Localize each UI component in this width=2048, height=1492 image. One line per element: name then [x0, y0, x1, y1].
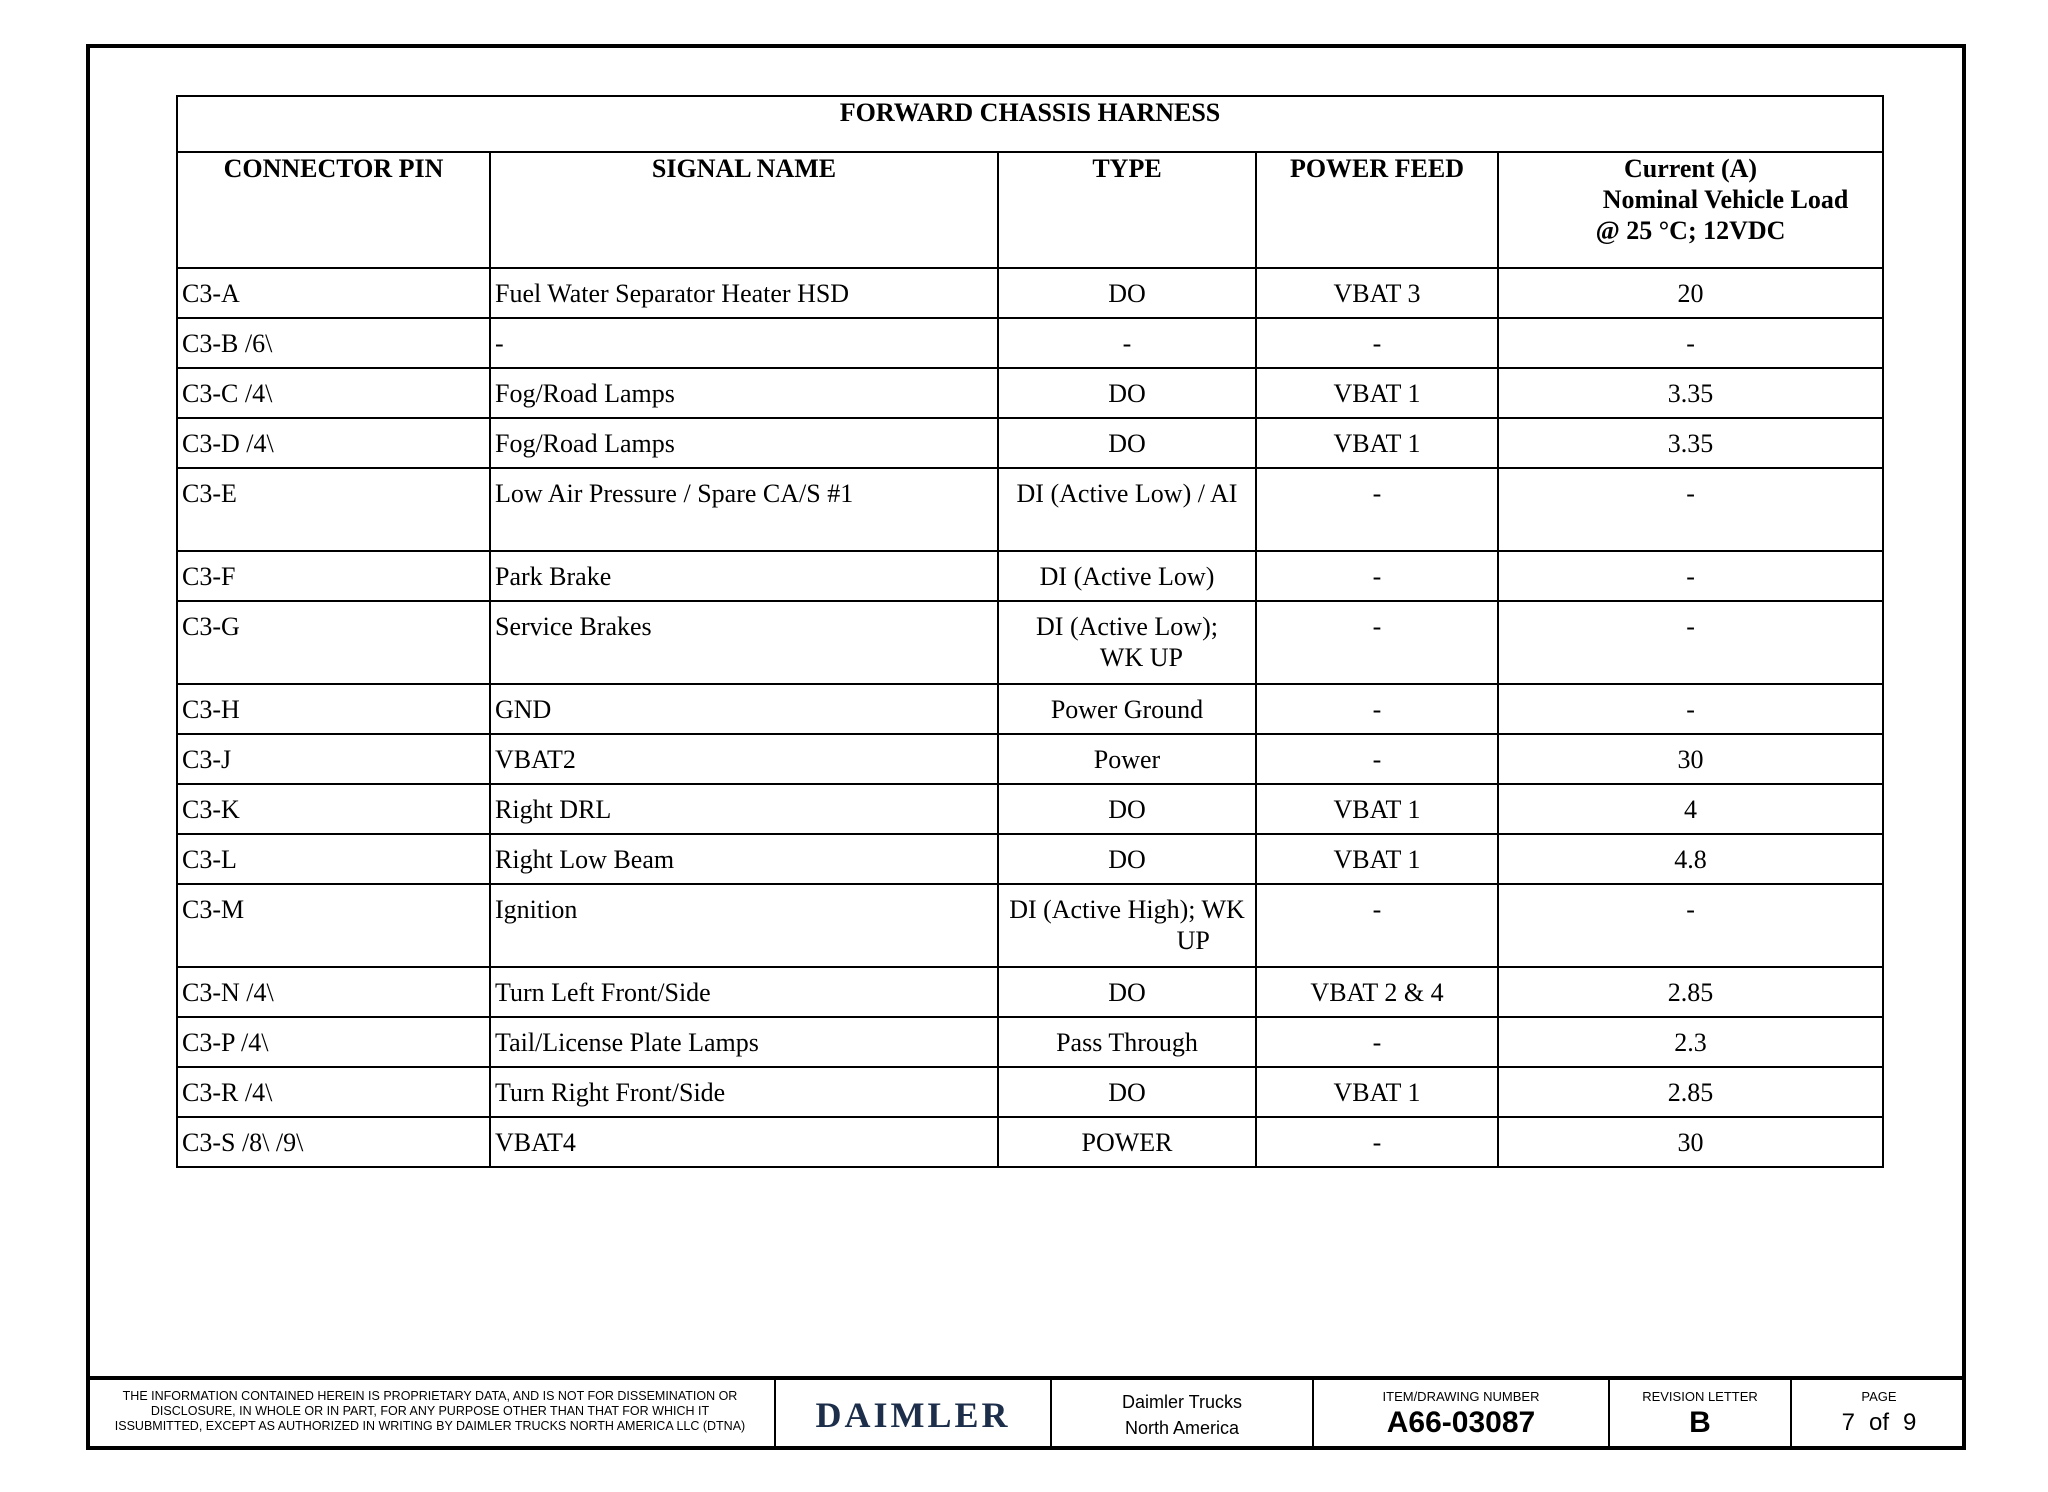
cell-power-feed: VBAT 3: [1256, 268, 1498, 318]
cell-signal-name: VBAT4: [490, 1117, 998, 1167]
cell-current: 4.8: [1498, 834, 1883, 884]
cell-type: [998, 884, 1256, 967]
cell-current: -: [1498, 684, 1883, 734]
table-row: [177, 551, 1883, 601]
cell-signal-name: VBAT2: [490, 734, 998, 784]
table-row: [177, 268, 1883, 318]
cell-power-feed: VBAT 1: [1256, 834, 1498, 884]
cell-signal-name: Right Low Beam: [490, 834, 998, 884]
cell-type: [998, 601, 1256, 684]
cell-power-feed: -: [1256, 1017, 1498, 1067]
cell-signal-name: Service Brakes: [490, 601, 998, 684]
cell-power-feed: -: [1256, 318, 1498, 368]
cell-type: DO: [998, 967, 1256, 1017]
cell-type: Power: [998, 734, 1256, 784]
cell-connector-pin: C3-S /8\ /9\: [177, 1117, 490, 1167]
drawing-number: A66-03087: [1386, 1406, 1536, 1439]
cell-current: 3.35: [1498, 418, 1883, 468]
cell-signal-name: Fog/Road Lamps: [490, 368, 998, 418]
cell-type: Pass Through: [998, 1017, 1256, 1067]
cell-type: DO: [998, 784, 1256, 834]
cell-type: DI (Active Low): [998, 551, 1256, 601]
cell-current: -: [1498, 884, 1883, 967]
title-block: [86, 1376, 1966, 1450]
table-row: [177, 734, 1883, 784]
cell-current: 4: [1498, 784, 1883, 834]
cell-connector-pin: C3-K: [177, 784, 490, 834]
daimler-logo: [776, 1380, 1052, 1450]
cell-current: 2.85: [1498, 967, 1883, 1017]
header-connector-pin: CONNECTOR PIN: [177, 152, 490, 268]
cell-power-feed: VBAT 1: [1256, 784, 1498, 834]
harness-table: [176, 95, 1884, 1168]
cell-type: DO: [998, 1067, 1256, 1117]
cell-current: -: [1498, 318, 1883, 368]
revision-cell: [1610, 1380, 1792, 1450]
cell-type: DO: [998, 418, 1256, 468]
table-row: [177, 1117, 1883, 1167]
cell-connector-pin: C3-B /6\: [177, 318, 490, 368]
cell-current: 2.3: [1498, 1017, 1883, 1067]
table-row: [177, 418, 1883, 468]
cell-connector-pin: C3-L: [177, 834, 490, 884]
table-row: [177, 318, 1883, 368]
table-row: [177, 884, 1883, 967]
notice-line: DISCLOSURE, IN WHOLE OR IN PART, FOR ANY PURPOSE OTHER THAN THAT FOR WHICH IT: [150, 1404, 710, 1418]
revision-label: REVISION LETTER: [1642, 1389, 1758, 1404]
cell-connector-pin: C3-D /4\: [177, 418, 490, 468]
table-row: [177, 967, 1883, 1017]
cell-power-feed: -: [1256, 601, 1498, 684]
cell-type-line: WK UP: [1099, 643, 1183, 672]
table-row: [177, 784, 1883, 834]
header-current-line3: @ 25 °C; 12VDC: [1595, 216, 1786, 245]
cell-connector-pin: C3-H: [177, 684, 490, 734]
header-current-line1: Current (A): [1623, 154, 1758, 183]
cell-signal-name: GND: [490, 684, 998, 734]
page-total: 9: [1903, 1409, 1917, 1436]
company-line: North America: [1124, 1418, 1240, 1438]
cell-connector-pin: C3-P /4\: [177, 1017, 490, 1067]
cell-current: -: [1498, 551, 1883, 601]
cell-current: 30: [1498, 734, 1883, 784]
cell-power-feed: VBAT 1: [1256, 418, 1498, 468]
cell-signal-name: Turn Right Front/Side: [490, 1067, 998, 1117]
table-row: [177, 468, 1883, 551]
header-type: TYPE: [998, 152, 1256, 268]
header-signal-name: SIGNAL NAME: [490, 152, 998, 268]
page-of: of: [1868, 1409, 1889, 1436]
cell-connector-pin: C3-F: [177, 551, 490, 601]
cell-current: 30: [1498, 1117, 1883, 1167]
cell-connector-pin: C3-C /4\: [177, 368, 490, 418]
cell-type: DI (Active Low) / AI: [998, 468, 1256, 551]
cell-connector-pin: C3-R /4\: [177, 1067, 490, 1117]
cell-power-feed: -: [1256, 551, 1498, 601]
cell-signal-name: Right DRL: [490, 784, 998, 834]
cell-signal-name: Tail/License Plate Lamps: [490, 1017, 998, 1067]
cell-power-feed: -: [1256, 684, 1498, 734]
header-current-line2: Nominal Vehicle Load: [1602, 185, 1849, 214]
cell-signal-name: Park Brake: [490, 551, 998, 601]
page-current: 7: [1841, 1409, 1855, 1436]
table-row: [177, 368, 1883, 418]
cell-current: 3.35: [1498, 368, 1883, 418]
cell-power-feed: VBAT 1: [1256, 368, 1498, 418]
proprietary-notice: [86, 1380, 776, 1450]
cell-type: DO: [998, 268, 1256, 318]
cell-connector-pin: C3-E: [177, 468, 490, 551]
notice-line: ISSUBMITTED, EXCEPT AS AUTHORIZED IN WRITING BY DAIMLER TRUCKS NORTH AMERICA LLC (DTNA): [114, 1419, 746, 1433]
table-row: [177, 1067, 1883, 1117]
cell-current: 2.85: [1498, 1067, 1883, 1117]
cell-type: DO: [998, 834, 1256, 884]
cell-power-feed: -: [1256, 884, 1498, 967]
cell-power-feed: VBAT 1: [1256, 1067, 1498, 1117]
cell-signal-name: Fuel Water Separator Heater HSD: [490, 268, 998, 318]
cell-type: POWER: [998, 1117, 1256, 1167]
company-name: [1052, 1380, 1314, 1450]
table-row: [177, 834, 1883, 884]
cell-power-feed: -: [1256, 734, 1498, 784]
cell-connector-pin: C3-M: [177, 884, 490, 967]
cell-signal-name: -: [490, 318, 998, 368]
company-line: Daimler Trucks: [1121, 1392, 1242, 1412]
table-row: [177, 601, 1883, 684]
cell-type-line: DI (Active Low);: [1036, 612, 1218, 641]
logo-text: DAIMLER: [815, 1395, 1011, 1435]
header-current: [1498, 152, 1883, 268]
notice-line: THE INFORMATION CONTAINED HEREIN IS PROPRIETARY DATA, AND IS NOT FOR DISSEMINATION OR: [122, 1389, 738, 1403]
page-label: PAGE: [1861, 1389, 1897, 1404]
drawing-number-cell: [1314, 1380, 1610, 1450]
cell-type-line: DI (Active High); WK: [1009, 895, 1245, 924]
table-row: [177, 1017, 1883, 1067]
table-title: FORWARD CHASSIS HARNESS: [177, 96, 1883, 152]
table-row: [177, 684, 1883, 734]
revision-letter: B: [1689, 1406, 1711, 1439]
cell-connector-pin: C3-N /4\: [177, 967, 490, 1017]
cell-power-feed: -: [1256, 468, 1498, 551]
cell-current: -: [1498, 468, 1883, 551]
cell-signal-name: Fog/Road Lamps: [490, 418, 998, 468]
cell-type: -: [998, 318, 1256, 368]
cell-signal-name: Low Air Pressure / Spare CA/S #1: [490, 468, 998, 551]
cell-current: -: [1498, 601, 1883, 684]
cell-power-feed: -: [1256, 1117, 1498, 1167]
cell-signal-name: Turn Left Front/Side: [490, 967, 998, 1017]
page-number: [1792, 1404, 1966, 1442]
cell-type: DO: [998, 368, 1256, 418]
page-cell: [1792, 1380, 1966, 1450]
cell-connector-pin: C3-J: [177, 734, 490, 784]
drawing-number-label: ITEM/DRAWING NUMBER: [1382, 1389, 1540, 1404]
cell-type: Power Ground: [998, 684, 1256, 734]
cell-current: 20: [1498, 268, 1883, 318]
cell-power-feed: VBAT 2 & 4: [1256, 967, 1498, 1017]
header-power-feed: POWER FEED: [1256, 152, 1498, 268]
cell-connector-pin: C3-G: [177, 601, 490, 684]
cell-type-line: UP: [1176, 926, 1210, 955]
cell-connector-pin: C3-A: [177, 268, 490, 318]
cell-signal-name: Ignition: [490, 884, 998, 967]
